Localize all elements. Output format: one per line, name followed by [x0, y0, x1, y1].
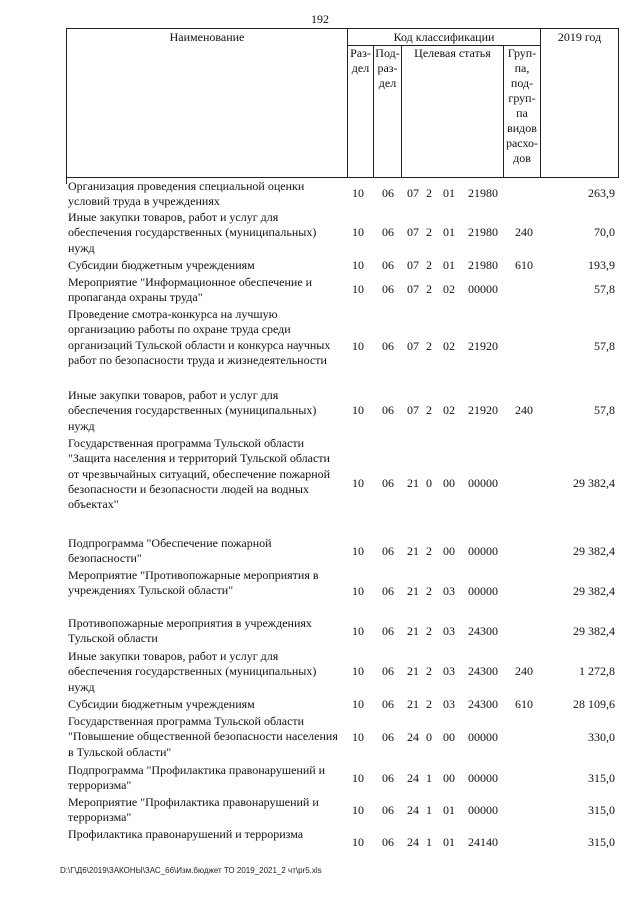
- row-section: 10: [352, 476, 364, 490]
- row-direction: 00000: [468, 584, 498, 598]
- page-number: 192: [311, 12, 329, 26]
- row-program: 21: [407, 664, 419, 678]
- row-subprogram: 2: [426, 584, 432, 598]
- header-name: Наименование: [67, 29, 348, 178]
- row-direction: 00000: [468, 730, 498, 744]
- row-name: Профилактика правонарушений и терроризма: [68, 827, 304, 841]
- row-program: 21: [407, 476, 419, 490]
- row-subprogram: 0: [426, 476, 432, 490]
- row-expense-group: 240: [515, 403, 533, 417]
- row-subprogram: 2: [426, 339, 432, 353]
- row-section: 10: [352, 803, 364, 817]
- row-name: Государственная программа Тульской области "Защита населения и территорий Тульской области от чрезвычайных ситуаций, обеспечение пожарной безопасности и безопасности людей на водных объектах": [68, 436, 331, 512]
- header-subsection: Под- раз- дел: [374, 46, 402, 178]
- row-amount: 29 382,4: [573, 476, 615, 490]
- row-direction: 24300: [468, 624, 498, 638]
- row-program: 07: [407, 186, 419, 200]
- row-amount: 29 382,4: [573, 624, 615, 638]
- row-name: Иные закупки товаров, работ и услуг для обеспечения государственных (муниципальных) нужд: [68, 210, 317, 255]
- row-subsection: 06: [382, 664, 394, 678]
- header-expense-group: Груп- па, под- груп- па видов расхо- дов: [504, 46, 541, 178]
- row-direction: 00000: [468, 771, 498, 785]
- row-amount: 315,0: [588, 803, 615, 817]
- row-direction: 24140: [468, 835, 498, 849]
- row-direction: 21920: [468, 403, 498, 417]
- row-subprogram: 2: [426, 624, 432, 638]
- row-section: 10: [352, 624, 364, 638]
- row-amount: 263,9: [588, 186, 615, 200]
- row-subprogram: 1: [426, 771, 432, 785]
- row-name: Государственная программа Тульской области "Повышение общественной безопасности населения в Тульской области": [68, 714, 338, 759]
- row-direction: 00000: [468, 282, 498, 296]
- row-direction: 24300: [468, 697, 498, 711]
- row-event: 00: [443, 544, 455, 558]
- row-program: 21: [407, 584, 419, 598]
- row-subsection: 06: [382, 771, 394, 785]
- row-amount: 28 109,6: [573, 697, 615, 711]
- row-program: 07: [407, 282, 419, 296]
- row-event: 00: [443, 730, 455, 744]
- row-direction: 00000: [468, 544, 498, 558]
- row-section: 10: [352, 730, 364, 744]
- row-subsection: 06: [382, 544, 394, 558]
- row-event: 01: [443, 258, 455, 272]
- row-subprogram: 2: [426, 225, 432, 239]
- row-subsection: 06: [382, 730, 394, 744]
- row-name: Проведение смотра-конкурса на лучшую организацию работы по охране труда среди организаций Тульской области и конкурса научных работ по безопасности труда и жизнедеятельности: [68, 307, 331, 367]
- row-program: 21: [407, 544, 419, 558]
- row-section: 10: [352, 186, 364, 200]
- header-target-article: Целевая статья: [402, 46, 504, 178]
- row-event: 03: [443, 584, 455, 598]
- row-section: 10: [352, 664, 364, 678]
- row-program: 24: [407, 803, 419, 817]
- row-name: Мероприятие "Противопожарные мероприятия в учреждениях Тульской области": [68, 568, 319, 598]
- row-program: 07: [407, 225, 419, 239]
- row-section: 10: [352, 339, 364, 353]
- row-subprogram: 2: [426, 186, 432, 200]
- row-name: Субсидии бюджетным учреждениям: [68, 258, 255, 272]
- row-name: Организация проведения специальной оценки условий труда в учреждениях: [68, 179, 305, 209]
- row-program: 24: [407, 730, 419, 744]
- row-amount: 330,0: [588, 730, 615, 744]
- row-event: 03: [443, 624, 455, 638]
- row-section: 10: [352, 258, 364, 272]
- row-subprogram: 0: [426, 730, 432, 744]
- row-program: 21: [407, 624, 419, 638]
- row-direction: 21980: [468, 186, 498, 200]
- row-event: 02: [443, 339, 455, 353]
- row-subsection: 06: [382, 624, 394, 638]
- row-section: 10: [352, 697, 364, 711]
- row-amount: 57,8: [594, 403, 615, 417]
- row-program: 21: [407, 697, 419, 711]
- row-name: Мероприятие "Профилактика правонарушений и терроризма": [68, 795, 319, 825]
- row-subprogram: 1: [426, 803, 432, 817]
- row-name: Иные закупки товаров, работ и услуг для обеспечения государственных (муниципальных) нужд: [68, 388, 317, 433]
- row-subprogram: 2: [426, 544, 432, 558]
- file-path-footer: D:\Г\Д6\2019\ЗАКОНЫ\ЗАС_66\Изм.бюджет ТО 2019_2021_2 чт\pr5.xls: [60, 866, 322, 875]
- row-amount: 57,8: [594, 282, 615, 296]
- row-subprogram: 2: [426, 697, 432, 711]
- row-amount: 193,9: [588, 258, 615, 272]
- row-program: 24: [407, 771, 419, 785]
- row-subsection: 06: [382, 584, 394, 598]
- row-amount: 315,0: [588, 771, 615, 785]
- row-subsection: 06: [382, 186, 394, 200]
- row-subsection: 06: [382, 835, 394, 849]
- row-subsection: 06: [382, 697, 394, 711]
- row-subsection: 06: [382, 339, 394, 353]
- row-event: 01: [443, 835, 455, 849]
- row-section: 10: [352, 835, 364, 849]
- row-subsection: 06: [382, 803, 394, 817]
- row-subsection: 06: [382, 476, 394, 490]
- row-expense-group: 240: [515, 225, 533, 239]
- row-direction: 21980: [468, 225, 498, 239]
- header-section: Раз- дел: [348, 46, 374, 178]
- row-amount: 57,8: [594, 339, 615, 353]
- row-section: 10: [352, 403, 364, 417]
- header-year: 2019 год: [541, 29, 619, 178]
- row-program: 07: [407, 258, 419, 272]
- row-subsection: 06: [382, 225, 394, 239]
- row-name: Подпрограмма "Профилактика правонарушений и терроризма": [68, 763, 326, 793]
- row-expense-group: 610: [515, 697, 533, 711]
- row-event: 03: [443, 664, 455, 678]
- row-name: Подпрограмма "Обеспечение пожарной безопасности": [68, 536, 272, 566]
- row-amount: 1 272,8: [579, 664, 615, 678]
- row-program: 24: [407, 835, 419, 849]
- row-program: 07: [407, 403, 419, 417]
- row-section: 10: [352, 584, 364, 598]
- row-name: Мероприятие "Информационное обеспечение и пропаганда охраны труда": [68, 275, 313, 305]
- row-event: 00: [443, 771, 455, 785]
- row-amount: 29 382,4: [573, 584, 615, 598]
- row-direction: 00000: [468, 803, 498, 817]
- row-section: 10: [352, 771, 364, 785]
- row-expense-group: 240: [515, 664, 533, 678]
- row-section: 10: [352, 225, 364, 239]
- row-subsection: 06: [382, 258, 394, 272]
- row-program: 07: [407, 339, 419, 353]
- row-direction: 21920: [468, 339, 498, 353]
- row-direction: 24300: [468, 664, 498, 678]
- row-subprogram: 2: [426, 403, 432, 417]
- row-amount: 70,0: [594, 225, 615, 239]
- row-event: 02: [443, 403, 455, 417]
- row-event: 02: [443, 282, 455, 296]
- row-event: 01: [443, 803, 455, 817]
- row-event: 00: [443, 476, 455, 490]
- row-amount: 315,0: [588, 835, 615, 849]
- row-direction: 21980: [468, 258, 498, 272]
- row-section: 10: [352, 544, 364, 558]
- row-subprogram: 2: [426, 258, 432, 272]
- row-event: 01: [443, 186, 455, 200]
- row-section: 10: [352, 282, 364, 296]
- row-name: Противопожарные мероприятия в учреждениях Тульской области: [68, 616, 312, 646]
- row-subprogram: 2: [426, 664, 432, 678]
- row-expense-group: 610: [515, 258, 533, 272]
- row-subsection: 06: [382, 403, 394, 417]
- row-subprogram: 1: [426, 835, 432, 849]
- header-classification-code: Код классификации: [348, 29, 541, 46]
- row-event: 01: [443, 225, 455, 239]
- row-name: Субсидии бюджетным учреждениям: [68, 697, 255, 711]
- row-direction: 00000: [468, 476, 498, 490]
- row-event: 03: [443, 697, 455, 711]
- row-subsection: 06: [382, 282, 394, 296]
- row-subprogram: 2: [426, 282, 432, 296]
- row-name: Иные закупки товаров, работ и услуг для обеспечения государственных (муниципальных) нужд: [68, 649, 317, 694]
- row-amount: 29 382,4: [573, 544, 615, 558]
